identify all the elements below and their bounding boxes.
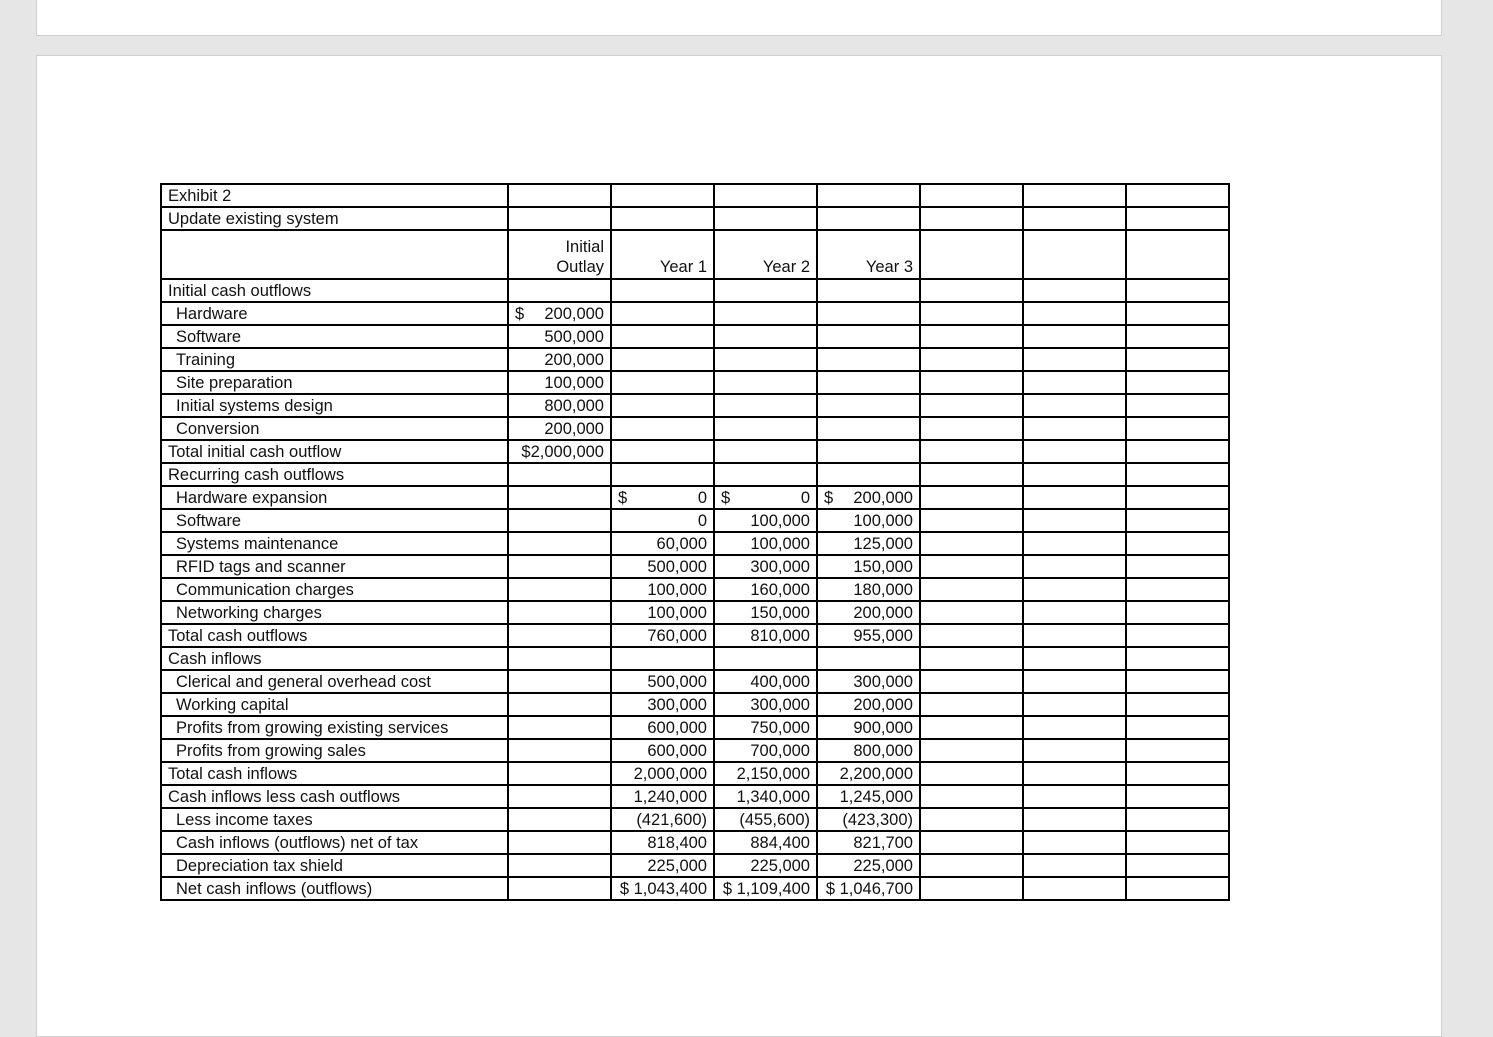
empty-cell [817, 184, 920, 207]
table-row [161, 808, 1229, 831]
year-cell: 100,000 [714, 509, 817, 532]
year-cell: 100,000 [611, 578, 714, 601]
empty-cell [1126, 785, 1229, 808]
empty-cell [714, 394, 817, 417]
outlay-cell [508, 555, 611, 578]
empty-cell [1126, 509, 1229, 532]
year-cell: 900,000 [817, 716, 920, 739]
table-row [161, 417, 1229, 440]
section-heading: Cash inflows [161, 647, 508, 670]
empty-cell [817, 371, 920, 394]
empty-cell [1126, 184, 1229, 207]
title-row [161, 184, 1229, 207]
empty-cell [1126, 486, 1229, 509]
empty-cell [1126, 877, 1229, 900]
empty-cell [1126, 371, 1229, 394]
empty-cell [920, 785, 1023, 808]
column-header-line: Year 3 [865, 258, 913, 276]
empty-cell [508, 207, 611, 230]
empty-cell [920, 854, 1023, 877]
empty-cell [1023, 325, 1126, 348]
outlay-cell [508, 693, 611, 716]
year-cell: 500,000 [611, 670, 714, 693]
row-label: Total cash outflows [161, 624, 508, 647]
empty-cell [1126, 739, 1229, 762]
total-row [161, 762, 1229, 785]
empty-cell [1126, 762, 1229, 785]
empty-cell [920, 831, 1023, 854]
empty-cell [1126, 555, 1229, 578]
outlay-cell [508, 808, 611, 831]
row-label: Profits from growing sales [161, 739, 508, 762]
outlay-cell [508, 624, 611, 647]
year-cell: $ 1,043,400 [611, 877, 714, 900]
empty-cell [714, 325, 817, 348]
empty-cell [1126, 670, 1229, 693]
empty-cell [1023, 762, 1126, 785]
empty-cell [1023, 808, 1126, 831]
outlay-cell [508, 670, 611, 693]
empty-cell [920, 486, 1023, 509]
row-label: Hardware expansion [161, 486, 508, 509]
empty-cell [161, 230, 508, 279]
year-cell: (421,600) [611, 808, 714, 831]
outlay-cell [508, 716, 611, 739]
year-cell: 760,000 [611, 624, 714, 647]
empty-cell [1023, 509, 1126, 532]
empty-cell [817, 279, 920, 302]
column-header-line: Year 2 [762, 258, 810, 276]
empty-cell [1126, 532, 1229, 555]
outlay-cell [508, 509, 611, 532]
table-row [161, 555, 1229, 578]
empty-cell [920, 230, 1023, 279]
year-cell: 100,000 [714, 532, 817, 555]
year-cell: 180,000 [817, 578, 920, 601]
empty-cell [1126, 624, 1229, 647]
empty-cell [714, 207, 817, 230]
exhibit-subtitle: Update existing system [161, 207, 508, 230]
column-header-line: Year 1 [659, 258, 707, 276]
row-label: Conversion [161, 417, 508, 440]
dollar-sign: $ [618, 488, 628, 507]
table-row [161, 578, 1229, 601]
empty-cell [817, 417, 920, 440]
empty-cell [920, 279, 1023, 302]
header-row [161, 230, 1229, 279]
empty-cell [1126, 693, 1229, 716]
empty-cell [714, 279, 817, 302]
empty-cell [1023, 348, 1126, 371]
outlay-cell [508, 532, 611, 555]
outlay-cell: 800,000 [508, 394, 611, 417]
row-label: Networking charges [161, 601, 508, 624]
row-label: Clerical and general overhead cost [161, 670, 508, 693]
dollar-sign: $ [721, 488, 731, 507]
exhibit-title: Exhibit 2 [161, 184, 508, 207]
empty-cell [920, 877, 1023, 900]
year-cell: 818,400 [611, 831, 714, 854]
empty-cell [817, 647, 920, 670]
empty-cell [714, 184, 817, 207]
empty-cell [714, 647, 817, 670]
year-cell: 2,150,000 [714, 762, 817, 785]
empty-cell [920, 348, 1023, 371]
empty-cell [920, 417, 1023, 440]
table-row [161, 716, 1229, 739]
column-header [508, 230, 611, 279]
empty-cell [508, 647, 611, 670]
cell-value: 0 [697, 488, 707, 507]
empty-cell [611, 463, 714, 486]
empty-cell [611, 184, 714, 207]
row-label: Less income taxes [161, 808, 508, 831]
empty-cell [1126, 325, 1229, 348]
empty-cell [1126, 302, 1229, 325]
empty-cell [714, 463, 817, 486]
empty-cell [920, 184, 1023, 207]
year-cell: 1,340,000 [714, 785, 817, 808]
row-label: Cash inflows less cash outflows [161, 785, 508, 808]
year-cell: 300,000 [817, 670, 920, 693]
year-cell: 100,000 [817, 509, 920, 532]
year-cell: 1,245,000 [817, 785, 920, 808]
empty-cell [714, 371, 817, 394]
empty-cell [1126, 279, 1229, 302]
empty-cell [920, 207, 1023, 230]
year-cell: 821,700 [817, 831, 920, 854]
year-cell: 150,000 [714, 601, 817, 624]
row-label: Site preparation [161, 371, 508, 394]
year-cell: (455,600) [714, 808, 817, 831]
table-row [161, 394, 1229, 417]
row-label: Training [161, 348, 508, 371]
row-label: Profits from growing existing services [161, 716, 508, 739]
outlay-cell [508, 578, 611, 601]
table-row [161, 601, 1229, 624]
outlay-cell [508, 302, 611, 325]
outlay-cell [508, 785, 611, 808]
row-label: Hardware [161, 302, 508, 325]
empty-cell [920, 325, 1023, 348]
empty-cell [611, 440, 714, 463]
empty-cell [920, 302, 1023, 325]
empty-cell [611, 371, 714, 394]
year-cell: 300,000 [714, 555, 817, 578]
empty-cell [920, 509, 1023, 532]
empty-cell [611, 325, 714, 348]
empty-cell [1126, 207, 1229, 230]
row-label: Software [161, 509, 508, 532]
empty-cell [1023, 207, 1126, 230]
cell-value: 0 [800, 488, 810, 507]
empty-cell [920, 762, 1023, 785]
empty-cell [920, 693, 1023, 716]
exhibit-table [160, 183, 1230, 901]
empty-cell [1023, 601, 1126, 624]
empty-cell [611, 394, 714, 417]
dollar-sign: $ [824, 488, 834, 507]
previous-page [36, 0, 1442, 36]
outlay-cell [508, 486, 611, 509]
table-row [161, 831, 1229, 854]
empty-cell [714, 302, 817, 325]
table-row [161, 693, 1229, 716]
empty-cell [1126, 417, 1229, 440]
empty-cell [1023, 647, 1126, 670]
row-label: RFID tags and scanner [161, 555, 508, 578]
empty-cell [611, 647, 714, 670]
empty-cell [611, 302, 714, 325]
table-row [161, 371, 1229, 394]
year-cell: 884,400 [714, 831, 817, 854]
outlay-cell [508, 762, 611, 785]
empty-cell [1126, 578, 1229, 601]
empty-cell [920, 670, 1023, 693]
section-heading: Initial cash outflows [161, 279, 508, 302]
year-cell: 600,000 [611, 739, 714, 762]
total-row [161, 440, 1229, 463]
year-cell: 700,000 [714, 739, 817, 762]
empty-cell [1023, 716, 1126, 739]
empty-cell [1023, 532, 1126, 555]
year-cell: 800,000 [817, 739, 920, 762]
empty-cell [920, 463, 1023, 486]
empty-cell [817, 207, 920, 230]
row-label: Working capital [161, 693, 508, 716]
empty-cell [1023, 854, 1126, 877]
year-cell: 60,000 [611, 532, 714, 555]
empty-cell [1023, 831, 1126, 854]
empty-cell [1023, 693, 1126, 716]
empty-cell [1126, 348, 1229, 371]
column-header [611, 230, 714, 279]
empty-cell [1126, 808, 1229, 831]
year-cell: 955,000 [817, 624, 920, 647]
empty-cell [920, 578, 1023, 601]
empty-cell [920, 716, 1023, 739]
year-cell: 300,000 [611, 693, 714, 716]
empty-cell [611, 279, 714, 302]
year-cell: 225,000 [817, 854, 920, 877]
empty-cell [1023, 739, 1126, 762]
empty-cell [1126, 647, 1229, 670]
empty-cell [1126, 230, 1229, 279]
empty-cell [817, 348, 920, 371]
empty-cell [1023, 279, 1126, 302]
empty-cell [1126, 716, 1229, 739]
table-row [161, 348, 1229, 371]
empty-cell [920, 555, 1023, 578]
year-cell [714, 486, 817, 509]
empty-cell [714, 348, 817, 371]
year-cell: 400,000 [714, 670, 817, 693]
row-label: Systems maintenance [161, 532, 508, 555]
table-row [161, 302, 1229, 325]
column-header [817, 230, 920, 279]
empty-cell [714, 440, 817, 463]
empty-cell [1023, 302, 1126, 325]
table-row [161, 486, 1229, 509]
outlay-cell: 500,000 [508, 325, 611, 348]
outlay-cell: 100,000 [508, 371, 611, 394]
empty-cell [1023, 555, 1126, 578]
table-row [161, 325, 1229, 348]
row-label: Depreciation tax shield [161, 854, 508, 877]
year-cell: 2,000,000 [611, 762, 714, 785]
empty-cell [920, 440, 1023, 463]
column-header-line: Outlay [556, 258, 604, 276]
empty-cell [817, 325, 920, 348]
year-cell: 600,000 [611, 716, 714, 739]
empty-cell [1126, 394, 1229, 417]
empty-cell [1126, 440, 1229, 463]
empty-cell [920, 808, 1023, 831]
year-cell: 225,000 [714, 854, 817, 877]
year-cell: 500,000 [611, 555, 714, 578]
year-cell: 125,000 [817, 532, 920, 555]
row-label: Cash inflows (outflows) net of tax [161, 831, 508, 854]
empty-cell [508, 463, 611, 486]
year-cell: 225,000 [611, 854, 714, 877]
section-row [161, 279, 1229, 302]
empty-cell [920, 601, 1023, 624]
column-header-line: Initial [565, 238, 604, 256]
section-row [161, 647, 1229, 670]
empty-cell [920, 394, 1023, 417]
section-heading: Recurring cash outflows [161, 463, 508, 486]
row-label: Total cash inflows [161, 762, 508, 785]
empty-cell [920, 532, 1023, 555]
empty-cell [611, 207, 714, 230]
row-label: Initial systems design [161, 394, 508, 417]
empty-cell [1023, 624, 1126, 647]
year-cell: $ 1,046,700 [817, 877, 920, 900]
empty-cell [1023, 230, 1126, 279]
empty-cell [1126, 463, 1229, 486]
empty-cell [920, 739, 1023, 762]
outlay-cell [508, 854, 611, 877]
year-cell: 200,000 [817, 601, 920, 624]
outlay-cell [508, 877, 611, 900]
empty-cell [1023, 394, 1126, 417]
year-cell: 100,000 [611, 601, 714, 624]
year-cell: 200,000 [817, 693, 920, 716]
row-label: Software [161, 325, 508, 348]
cell-value: 200,000 [544, 304, 604, 323]
empty-cell [1023, 463, 1126, 486]
row-label: Net cash inflows (outflows) [161, 877, 508, 900]
empty-cell [1126, 601, 1229, 624]
year-cell: 300,000 [714, 693, 817, 716]
table-row [161, 854, 1229, 877]
table-row [161, 509, 1229, 532]
subtitle-row [161, 207, 1229, 230]
cell-value: 200,000 [853, 488, 913, 507]
table-row [161, 670, 1229, 693]
year-cell [817, 486, 920, 509]
empty-cell [1023, 486, 1126, 509]
outlay-cell: 200,000 [508, 417, 611, 440]
year-cell: 150,000 [817, 555, 920, 578]
outlay-cell: 200,000 [508, 348, 611, 371]
empty-cell [714, 417, 817, 440]
total-row [161, 624, 1229, 647]
outlay-cell [508, 831, 611, 854]
row-label: Total initial cash outflow [161, 440, 508, 463]
empty-cell [1023, 578, 1126, 601]
year-cell: 1,240,000 [611, 785, 714, 808]
column-header [714, 230, 817, 279]
year-cell: 750,000 [714, 716, 817, 739]
empty-cell [817, 394, 920, 417]
dollar-sign: $ [515, 304, 525, 323]
outlay-cell [508, 739, 611, 762]
outlay-cell [508, 601, 611, 624]
row-label: Communication charges [161, 578, 508, 601]
empty-cell [1126, 831, 1229, 854]
table-row [161, 739, 1229, 762]
empty-cell [1023, 184, 1126, 207]
year-cell: 2,200,000 [817, 762, 920, 785]
empty-cell [611, 348, 714, 371]
empty-cell [817, 440, 920, 463]
year-cell: 0 [611, 509, 714, 532]
empty-cell [1023, 785, 1126, 808]
empty-cell [817, 302, 920, 325]
table-row [161, 532, 1229, 555]
year-cell: 810,000 [714, 624, 817, 647]
year-cell: $ 1,109,400 [714, 877, 817, 900]
empty-cell [1023, 670, 1126, 693]
empty-cell [920, 371, 1023, 394]
empty-cell [920, 624, 1023, 647]
empty-cell [1023, 417, 1126, 440]
empty-cell [1023, 440, 1126, 463]
outlay-cell: $2,000,000 [508, 440, 611, 463]
empty-cell [508, 184, 611, 207]
empty-cell [920, 647, 1023, 670]
year-cell [611, 486, 714, 509]
total-row [161, 877, 1229, 900]
total-row [161, 785, 1229, 808]
empty-cell [508, 279, 611, 302]
empty-cell [1126, 854, 1229, 877]
empty-cell [817, 463, 920, 486]
empty-cell [1023, 371, 1126, 394]
year-cell: 160,000 [714, 578, 817, 601]
year-cell: (423,300) [817, 808, 920, 831]
section-row [161, 463, 1229, 486]
empty-cell [1023, 877, 1126, 900]
empty-cell [611, 417, 714, 440]
